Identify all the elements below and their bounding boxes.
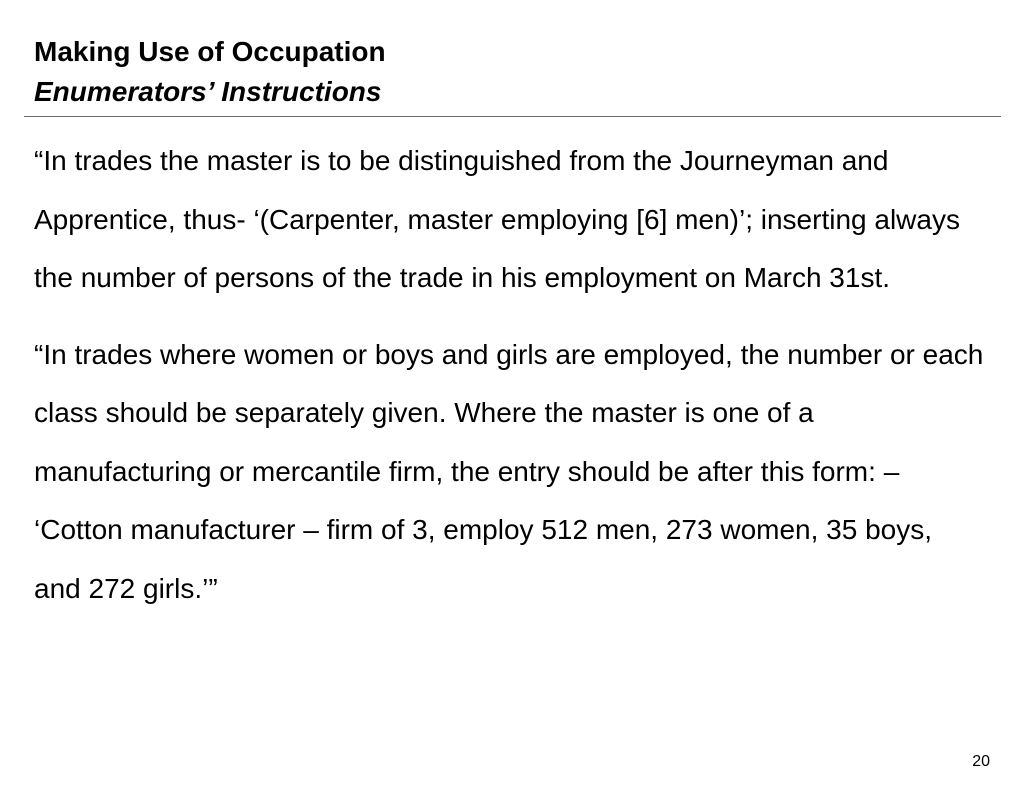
quote-paragraph-2: “In trades where women or boys and girls are employed, the number or each class should be separately given. Where the master is one of a manufacturing or mercantile firm, the entry should be after this form: – ‘Cotton manufacturer – firm of 3, employ 512 men, 273 women, 35 boys, and 272 girls.’”: [34, 338, 984, 604]
slide-title: Making Use of Occupation: [34, 36, 386, 67]
slide-subtitle: Enumerators’ Instructions: [34, 76, 382, 107]
quote-paragraph-1: “In trades the master is to be distinguished from the Journeyman and Apprentice, thus- ‘(Carpenter, master employing [6] men)’; inserting always the number of persons of the trade in his employment on March 31st.: [34, 145, 960, 293]
slide-header: [34, 32, 990, 112]
page-number: 20: [972, 753, 990, 770]
title-divider: [24, 116, 1001, 117]
slide-body: [34, 132, 984, 618]
